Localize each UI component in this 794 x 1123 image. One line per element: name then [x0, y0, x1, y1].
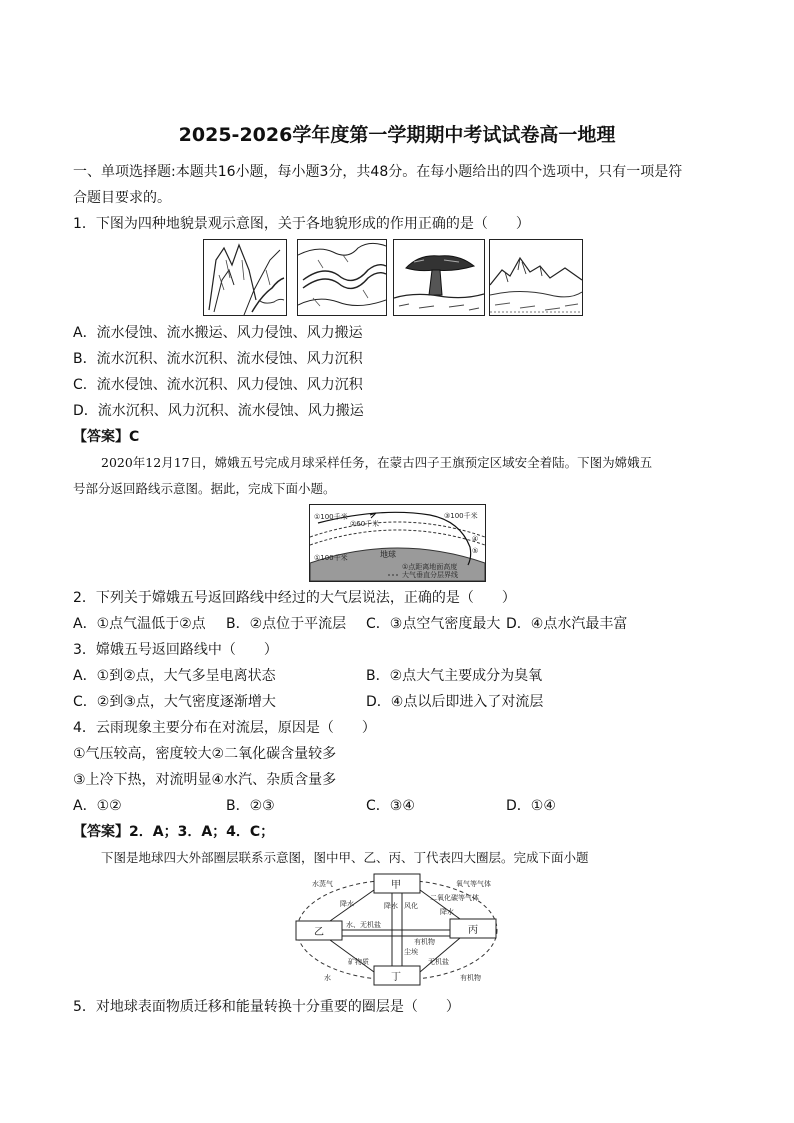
point-4-label: ④ — [472, 535, 479, 543]
q2-option-a: A．①点气温低于②点 — [73, 616, 206, 632]
landform-image-1 — [203, 239, 287, 316]
q4-option-a: A．①② — [73, 798, 122, 814]
landform-image-4 — [489, 239, 583, 316]
alt-label-3: ③100千米 — [444, 512, 478, 520]
q1-option-c: C．流水侵蚀、流水沉积、风力侵蚀、风力沉积 — [73, 377, 363, 393]
q5-stem: 5．对地球表面物质迁移和能量转换十分重要的圈层是（ ） — [73, 999, 460, 1015]
q4-stem: 4．云雨现象主要分布在对流层，原因是（ ） — [73, 720, 376, 736]
alt-label-1: ①100千米 — [314, 513, 348, 521]
landform-image-2 — [297, 239, 387, 316]
label-rain-3: 降水 — [440, 908, 454, 916]
sphere-ding: 丁 — [391, 972, 401, 983]
q3-option-b: B．②点大气主要成分为臭氧 — [366, 668, 543, 684]
label-dust: 尘埃 — [404, 948, 418, 956]
landform-image-3 — [393, 239, 485, 316]
label-water: 水 — [324, 974, 331, 982]
q1-option-a: A．流水侵蚀、流水搬运、风力侵蚀、风力搬运 — [73, 325, 363, 341]
q2-option-b: B．②点位于平流层 — [226, 616, 347, 632]
label-water-inorganic: 水、无机盐 — [346, 921, 381, 929]
point-5-label: ⑤ — [472, 547, 479, 555]
spheres-diagram — [290, 872, 505, 990]
q4-option-d: D．①④ — [506, 798, 556, 814]
return-path-diagram — [309, 504, 486, 582]
section-instruction-line1: 一、单项选择题:本题共16小题，每小题3分，共48分。在每小题给出的四个选项中，只有一项是符 — [73, 164, 683, 180]
q1-stem: 1．下图为四种地貌景观示意图，关于各地貌形成的作用正确的是（ ） — [73, 216, 530, 232]
label-organic: 有机物 — [414, 938, 435, 946]
section-instruction-line2: 合题目要求的。 — [73, 190, 171, 206]
q1-option-d: D．流水沉积、风力沉积、流水侵蚀、风力搬运 — [73, 403, 364, 419]
label-water-vapor: 水蒸气 — [312, 880, 333, 888]
earth-label: 地球 — [380, 550, 396, 559]
q4-statement-1: ①气压较高，密度较大②二氧化碳含量较多 — [73, 746, 337, 762]
label-rain-1: 降水 — [340, 900, 354, 908]
q3-option-c: C．②到③点，大气密度逐渐增大 — [73, 694, 276, 710]
page-title: 2025-2026学年度第一学期期中考试试卷高一地理 — [178, 124, 616, 146]
answers-2-4: 【答案】2．A；3．A；4．C； — [73, 824, 275, 840]
q2-option-d: D．④点水汽最丰富 — [506, 616, 628, 632]
q2-option-c: C．③点空气密度最大 — [366, 616, 501, 632]
passage1-line2: 号部分返回路线示意图。据此，完成下面小题。 — [73, 481, 336, 496]
sphere-jia: 甲 — [391, 880, 401, 891]
q4-statement-2: ③上冷下热，对流明显④水汽、杂质含量多 — [73, 772, 337, 788]
q2-stem: 2．下列关于嫦娥五号返回路线中经过的大气层说法，正确的是（ ） — [73, 590, 516, 606]
q4-option-c: C．③④ — [366, 798, 415, 814]
legend-height-desc: ①点距离地面高度 — [402, 563, 458, 571]
label-co2: 二氧化碳等气体 — [430, 894, 479, 902]
passage2: 下图是地球四大外部圈层联系示意图，图中甲、乙、丙、丁代表四大圈层。完成下面小题 — [101, 850, 589, 865]
alt-label-2: ②60千米 — [350, 520, 380, 528]
label-weathering: 风化 — [404, 902, 418, 910]
q1-option-b: B．流水沉积、流水沉积、流水侵蚀、风力沉积 — [73, 351, 363, 367]
q4-option-b: B．②③ — [226, 798, 275, 814]
sphere-bing: 丙 — [468, 925, 478, 936]
q3-option-d: D．④点以后即进入了对流层 — [366, 694, 544, 710]
sphere-yi: 乙 — [314, 927, 324, 938]
legend-boundary-desc: 大气垂直分层界线 — [402, 571, 458, 579]
label-rain-2: 降水 — [384, 902, 398, 910]
legend-height-sample: ①100千米 — [314, 554, 348, 562]
label-organic-2: 有机物 — [460, 974, 481, 982]
label-inorganic: 无机盐 — [428, 958, 449, 966]
q3-option-a: A．①到②点，大气多呈电离状态 — [73, 668, 276, 684]
q1-answer: 【答案】C — [73, 429, 140, 445]
label-mineral: 矿物质 — [348, 958, 369, 966]
label-oxygen: 氧气等气体 — [456, 880, 491, 888]
q3-stem: 3．嫦娥五号返回路线中（ ） — [73, 642, 278, 658]
passage1-line1: 2020年12月17日，嫦娥五号完成月球采样任务，在蒙古四子王旗预定区域安全着陆。下图为嫦娥五 — [101, 455, 653, 470]
